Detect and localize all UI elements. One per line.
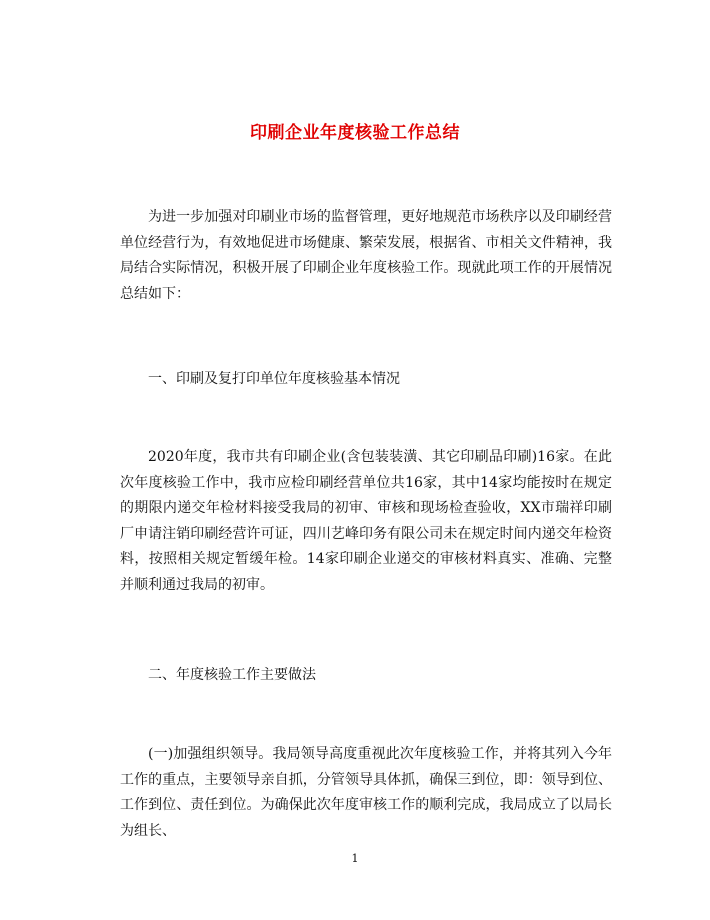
section-heading-2: 二、年度核验工作主要做法 <box>148 667 316 683</box>
section-heading-1: 一、印刷及复打印单位年度核验基本情况 <box>148 371 400 387</box>
document-title: 印刷企业年度核验工作总结 <box>250 123 460 143</box>
page-number: 1 <box>351 852 359 865</box>
section-1-paragraph: 2020年度，我市共有印刷企业(含包装装潢、其它印刷品印刷)16家。在此次年度核验工作中，我市应检印刷经营单位共16家，其中14家均能按时在规定的期限内递交年检材料接受我局的初审、审核和现场检查验收，XX市瑞祥印刷厂申请注销印刷经营许可证，四川艺峰印务有限公司未在规定时间内递交年检资料，按照相关规定暂缓年检。14家印刷企业递交的审核材料真实、准确、完整并顺利通过我局的初审。 <box>120 449 612 593</box>
section-2-paragraph: (一)加强组织领导。我局领导高度重视此次年度核验工作，并将其列入今年工作的重点，主要领导亲自抓，分管领导具体抓，确保三到位，即：领导到位、工作到位、责任到位。为确保此次年度审核工作的顺利完成，我局成立了以局长为组长、 <box>120 746 612 839</box>
intro-paragraph: 为进一步加强对印刷业市场的监督管理，更好地规范市场秩序以及印刷经营单位经营行为，有效地促进市场健康、繁荣发展，根据省、市相关文件精神，我局结合实际情况，积极开展了印刷企业年度核验工作。现就此项工作的开展情况总结如下： <box>120 209 612 302</box>
